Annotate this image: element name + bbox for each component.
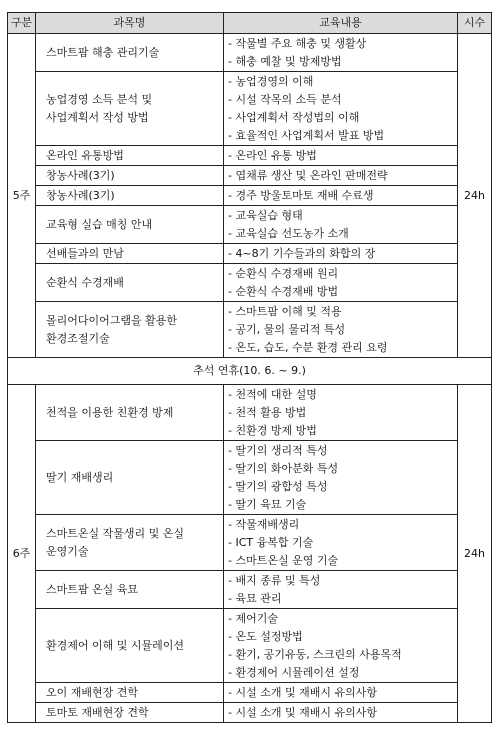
content-item: - 작물별 주요 해충 및 생활상 [228, 35, 453, 53]
table-row [8, 264, 492, 302]
content-item: - 해충 예찰 및 방제방법 [228, 53, 453, 71]
subject-cell [36, 34, 224, 72]
content-cell [224, 244, 458, 264]
content-item: - 환기, 공기유동, 스크린의 사용목적 [228, 646, 453, 664]
subject-text: 사업계획서 작성 방법 [46, 110, 149, 124]
content-item: - 시설 소개 및 재배시 유의사항 [228, 704, 453, 722]
content-item: - 효율적인 사업계획서 발표 방법 [228, 127, 453, 145]
subject-cell [36, 244, 224, 264]
content-cell [224, 264, 458, 302]
content-item: - 작물재배생리 [228, 516, 453, 534]
content-item: - ICT 융복합 기술 [228, 534, 453, 552]
schedule-table-wrapper [7, 12, 492, 723]
subject-text: 스마트온실 작물생리 및 온실 [46, 526, 185, 540]
subject-text: 환경제어 이해 및 시뮬레이션 [46, 638, 185, 652]
content-item: - 딸기의 광합성 특성 [228, 478, 453, 496]
table-row [8, 703, 492, 723]
table-row [8, 441, 492, 515]
content-item: - 천적에 대한 설명 [228, 386, 453, 404]
content-cell [224, 515, 458, 571]
subject-text: 천적을 이용한 친환경 방제 [46, 405, 174, 419]
hours-value: 24h [458, 385, 492, 723]
table-row [8, 72, 492, 146]
content-item: - 공기, 물의 물리적 특성 [228, 321, 453, 339]
table-row [8, 515, 492, 571]
content-cell [224, 703, 458, 723]
subject-text: 교육형 실습 매칭 안내 [46, 217, 153, 231]
subject-cell [36, 264, 224, 302]
content-item: - 제어기술 [228, 610, 453, 628]
subject-cell [36, 441, 224, 515]
header-division: 구분 [8, 13, 36, 34]
subject-cell [36, 166, 224, 186]
content-item: - 4~8기 기수들과의 화합의 장 [228, 245, 453, 263]
content-item: - 엽채류 생산 및 온라인 판매전략 [228, 167, 453, 185]
subject-text: 오이 재배현장 견학 [46, 685, 139, 699]
content-item: - 딸기의 화아분화 특성 [228, 460, 453, 478]
content-item: - 스마트온실 운영 기술 [228, 552, 453, 570]
content-cell [224, 609, 458, 683]
subject-cell [36, 146, 224, 166]
subject-cell [36, 385, 224, 441]
holiday-notice: 추석 연휴(10. 6. ~ 9.) [8, 358, 492, 385]
content-cell [224, 72, 458, 146]
subject-text: 환경조절기술 [46, 331, 110, 345]
header-hours: 시수 [458, 13, 492, 34]
subject-text: 창농사례(3기) [46, 188, 115, 202]
subject-text: 몰리어다이어그램을 활용한 [46, 313, 178, 327]
table-row [8, 609, 492, 683]
content-cell [224, 302, 458, 358]
subject-text: 선배들과의 만남 [46, 246, 124, 260]
table-row [8, 244, 492, 264]
content-item: - 농업경영의 이해 [228, 73, 453, 91]
week-label: 5주 [8, 34, 36, 358]
table-row [8, 302, 492, 358]
content-item: - 딸기의 생리적 특성 [228, 442, 453, 460]
subject-text: 딸기 재배생리 [46, 470, 114, 484]
content-item: - 친환경 방제 방법 [228, 422, 453, 440]
content-item: - 온라인 유통 방법 [228, 147, 453, 165]
content-item: - 온도, 습도, 수분 환경 관리 요령 [228, 339, 453, 357]
subject-cell [36, 302, 224, 358]
content-cell [224, 166, 458, 186]
table-row [8, 385, 492, 441]
content-item: - 육묘 관리 [228, 590, 453, 608]
table-body [8, 34, 492, 723]
subject-cell [36, 72, 224, 146]
content-item: - 천적 활용 방법 [228, 404, 453, 422]
table-row [8, 571, 492, 609]
subject-cell [36, 609, 224, 683]
subject-text: 온라인 유통방법 [46, 148, 124, 162]
content-item: - 배지 종류 및 특성 [228, 572, 453, 590]
table-row [8, 34, 492, 72]
subject-cell [36, 515, 224, 571]
header-row [8, 13, 492, 34]
content-cell [224, 186, 458, 206]
content-item: - 시설 작목의 소득 분석 [228, 91, 453, 109]
subject-cell [36, 206, 224, 244]
subject-text: 창농사례(3기) [46, 168, 115, 182]
content-item: - 교육실습 선도농가 소개 [228, 225, 453, 243]
content-item: - 사업계획서 작성법의 이해 [228, 109, 453, 127]
content-item: - 순환식 수경재배 방법 [228, 283, 453, 301]
subject-text: 순환식 수경재배 [46, 275, 124, 289]
subject-cell [36, 571, 224, 609]
content-cell [224, 683, 458, 703]
header-content: 교육내용 [224, 13, 458, 34]
content-item: - 온도 설정방법 [228, 628, 453, 646]
content-item: - 교육실습 형태 [228, 207, 453, 225]
content-cell [224, 146, 458, 166]
content-item: - 시설 소개 및 재배시 유의사항 [228, 684, 453, 702]
hours-value: 24h [458, 34, 492, 358]
holiday-row [8, 358, 492, 385]
subject-cell [36, 703, 224, 723]
content-cell [224, 571, 458, 609]
subject-text: 스마트팜 온실 육묘 [46, 582, 139, 596]
content-item: - 순환식 수경재배 원리 [228, 265, 453, 283]
table-row [8, 206, 492, 244]
table-row [8, 683, 492, 703]
table-row [8, 166, 492, 186]
content-item: - 환경제어 시뮬레이션 설정 [228, 664, 453, 682]
content-item: - 스마트팜 이해 및 적용 [228, 303, 453, 321]
content-cell [224, 441, 458, 515]
curriculum-table [7, 12, 492, 723]
header-subject: 과목명 [36, 13, 224, 34]
content-cell [224, 34, 458, 72]
table-row [8, 146, 492, 166]
content-cell [224, 385, 458, 441]
subject-text: 토마토 재배현장 견학 [46, 705, 149, 719]
table-row [8, 186, 492, 206]
content-cell [224, 206, 458, 244]
content-item: - 딸기 육묘 기술 [228, 496, 453, 514]
subject-cell [36, 683, 224, 703]
week-label: 6주 [8, 385, 36, 723]
subject-text: 운영기술 [46, 544, 89, 558]
subject-text: 농업경영 소득 분석 및 [46, 92, 153, 106]
subject-text: 스마트팜 해충 관리기술 [46, 45, 160, 59]
content-item: - 경주 방울토마토 재배 수료생 [228, 187, 453, 205]
subject-cell [36, 186, 224, 206]
